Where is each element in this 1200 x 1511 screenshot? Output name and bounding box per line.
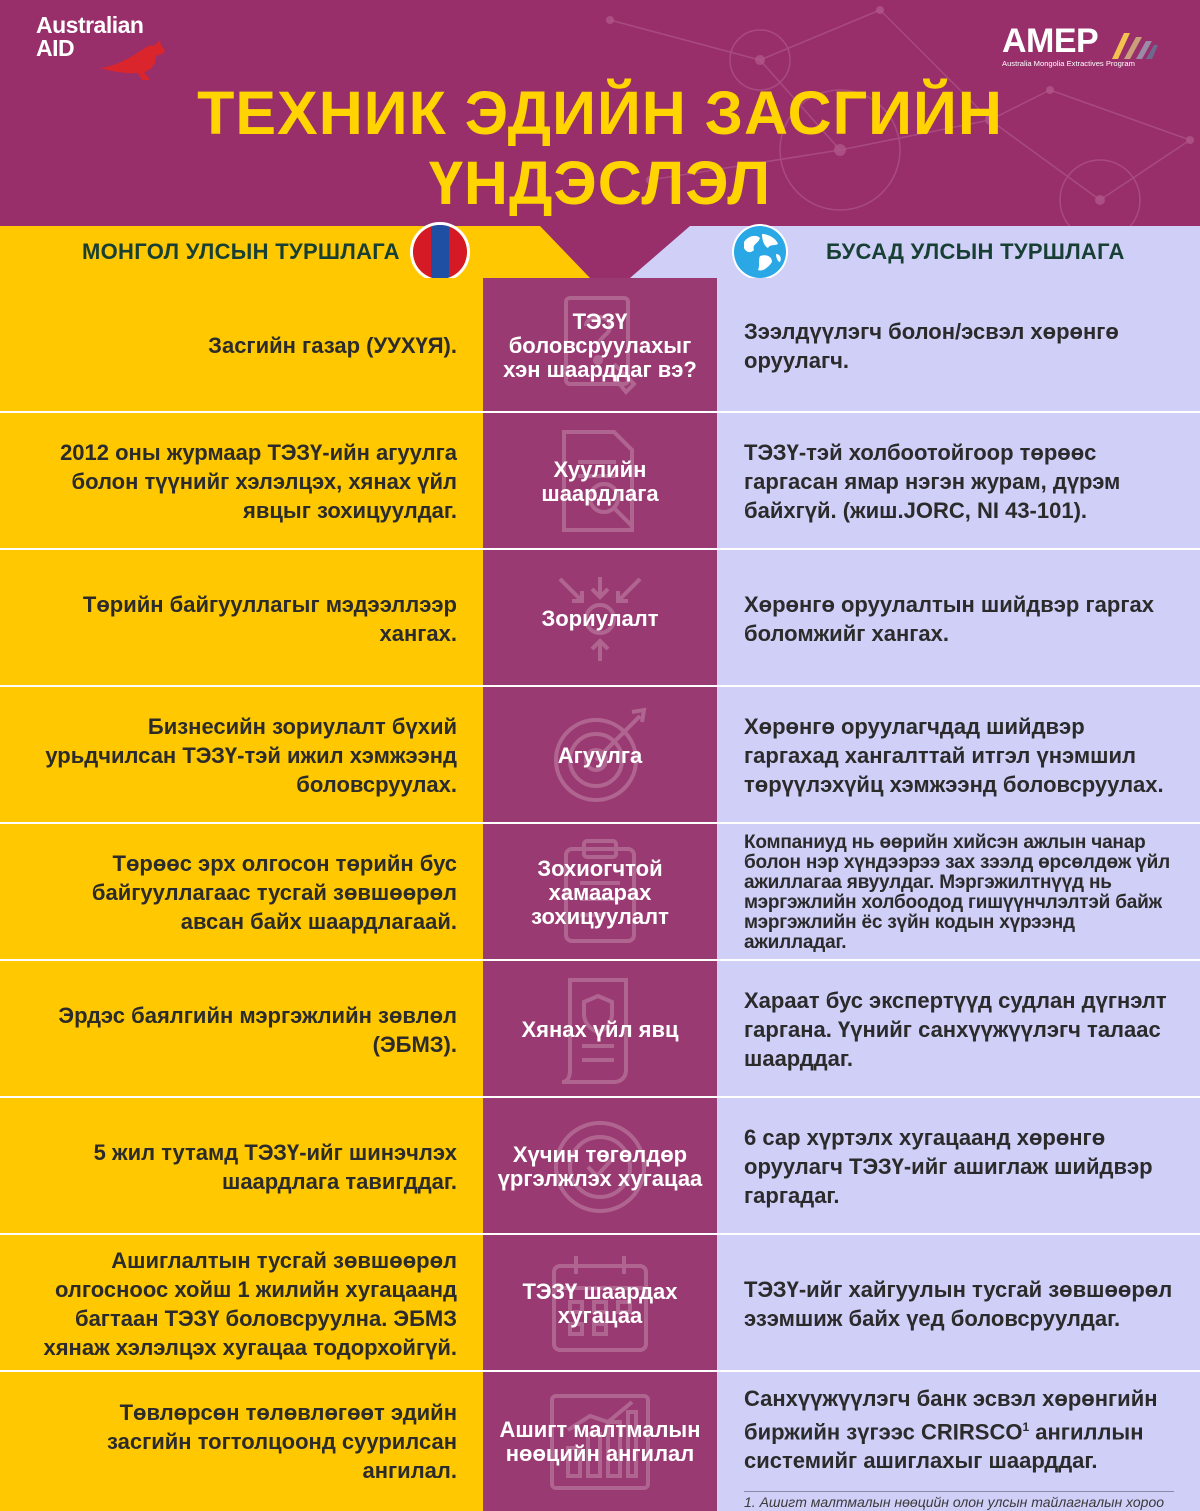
topic-label: ТЭЗҮ боловсруулахыг хэн шаарддаг вэ? <box>503 308 697 382</box>
topic-label: Агуулга <box>557 742 643 768</box>
australian-aid-logo <box>36 14 143 60</box>
page-title <box>0 78 1200 218</box>
amep-logo-subtitle: Australia Mongolia Extractives Program <box>1002 59 1135 68</box>
column-header-band <box>0 226 1200 278</box>
mongolia-text: 2012 оны журмаар ТЭЗҮ-ийн агуулга болон түүнийг хэлэлцэх, хянах үйл явцыг зохицуулдаг. <box>60 440 457 523</box>
mongolia-text: Төрийн байгууллагыг мэдээллээр хангах. <box>82 591 457 646</box>
mongolia-cell <box>0 278 483 413</box>
table-row <box>0 961 1200 1098</box>
kangaroo-icon <box>98 38 176 82</box>
mongolia-cell <box>0 1098 483 1235</box>
topic-label: ТЭЗҮ шаардах хугацаа <box>522 1278 678 1328</box>
other-countries-text: Компаниуд нь өөрийн хийсэн ажлын чанар болон нэр хүндээрээ зах зээлд өрсөлдөж үйл ажиллагаа явуулдаг. Мэргэжилтнүүд нь мэргэжлийн холбоодод гишүүнчлэлтэй байж мэргэжлийн ёс зүйн кодын хүрээнд ажилладаг. <box>744 831 1170 953</box>
mongolia-cell <box>0 413 483 550</box>
table-row <box>0 824 1200 961</box>
other-countries-cell <box>717 413 1200 550</box>
column-label-mongolia: МОНГОЛ УЛСЫН ТУРШЛАГА <box>82 239 400 264</box>
topic-label: Зориулалт <box>541 605 659 631</box>
topic-cell <box>483 278 717 413</box>
mongolia-text: Засгийн газар (УУХҮЯ). <box>208 333 457 358</box>
title-line-2: ҮНДЭСЛЭЛ <box>428 149 772 217</box>
globe-icon <box>732 224 788 280</box>
mongolia-cell <box>0 1235 483 1372</box>
topic-cell <box>483 1098 717 1235</box>
mongolia-text: Төрөөс эрх олгосон төрийн бус байгууллагаас тусгай зөвшөөрөл авсан байх шаардлагаай. <box>91 851 457 934</box>
table-row <box>0 1235 1200 1372</box>
mongolia-cell <box>0 550 483 687</box>
title-line-1: ТЕХНИК ЭДИЙН ЗАСГИЙН <box>197 79 1003 147</box>
topic-cell <box>483 687 717 824</box>
other-countries-text: Хараат бус экспертүүд судлан дүгнэлт гаргана. Үүнийг санхүүжүүлэгч талаас шаарддаг. <box>744 988 1167 1071</box>
column-label-other-countries: БУСАД УЛСЫН ТУРШЛАГА <box>826 239 1125 264</box>
mongolia-text: Төвлөрсөн төлөвлөгөөт эдийн засгийн тогтолцоонд суурилсан ангилал. <box>106 1400 457 1483</box>
mongolia-cell <box>0 1372 483 1511</box>
topic-cell <box>483 550 717 687</box>
footnote-marker: 1 <box>1022 1420 1030 1434</box>
aid-logo-line2: AID <box>36 35 75 61</box>
aid-logo-line1: Australian <box>36 12 144 38</box>
crirsco-text-end: ангиллын системийг ашиглахыг шаарддаг. <box>744 1419 1144 1474</box>
mongolia-text: Эрдэс баялгийн мэргэжлийн зөвлөл (ЭБМЗ). <box>58 1002 457 1057</box>
other-countries-cell <box>717 961 1200 1098</box>
table-row <box>0 550 1200 687</box>
topic-cell <box>483 961 717 1098</box>
header-banner <box>0 0 1200 226</box>
other-countries-text: ТЭЗҮ-ийг хайгуулын тусгай зөвшөөрөл эзэмшиж байх үед боловсруулдаг. <box>744 1276 1173 1331</box>
topic-label: Хуулийн шаардлага <box>541 456 659 506</box>
table-row <box>0 413 1200 550</box>
amep-logo <box>1002 22 1162 72</box>
other-countries-text: Хөрөнгө оруулагчдад шийдвэр гаргахад хангалттай итгэл үнэмшил төрүүлэхүйц хэмжээнд боловсруулах. <box>744 714 1164 797</box>
other-countries-cell <box>717 687 1200 824</box>
comparison-table <box>0 278 1200 1511</box>
other-countries-text: Хөрөнгө оруулалтын шийдвэр гаргах боломжийг хангах. <box>744 591 1154 646</box>
topic-cell <box>483 824 717 961</box>
other-countries-cell <box>717 1098 1200 1235</box>
table-row <box>0 1098 1200 1235</box>
mongolia-cell <box>0 687 483 824</box>
other-countries-text: Зээлдүүлэгч болон/эсвэл хөрөнгө оруулагч. <box>744 318 1119 373</box>
other-countries-cell <box>717 824 1200 961</box>
mongolia-cell <box>0 961 483 1098</box>
mongolia-text: Ашиглалтын тусгай зөвшөөрөл олгосноос хойш 1 жилийн хугацаанд багтаан ТЭЗҮ боловсруулна. ЭБМЗ хянаж хэлэлцэх хугацаа тодорхойгүй. <box>43 1247 457 1360</box>
other-countries-text: ТЭЗҮ-тэй холбоотойгоор төрөөс гаргасан ямар нэгэн журам, дүрэм байхгүй. (жиш.JORC, NI 43-101). <box>744 440 1121 523</box>
other-countries-cell <box>717 550 1200 687</box>
footnote: 1. Ашигт малтмалын нөөцийн олон улсын тайлагналын хороо <box>744 1491 1174 1511</box>
table-row <box>0 278 1200 413</box>
mountain-bars-icon <box>1110 29 1158 59</box>
table-row <box>0 687 1200 824</box>
mongolia-flag-icon <box>410 222 470 282</box>
other-countries-text <box>744 1384 1180 1475</box>
topic-cell <box>483 1372 717 1511</box>
mongolia-text: Бизнесийн зориулалт бүхий урьдчилсан ТЭЗҮ-тэй ижил хэмжээнд боловсруулах. <box>45 714 457 797</box>
topic-cell <box>483 1235 717 1372</box>
crirsco-text: Санхүүжүүлэгч банк эсвэл хөрөнгийн биржийн зүгээс CRIRSCO <box>744 1386 1158 1445</box>
mongolia-text: 5 жил тутамд ТЭЗҮ-ийг шинэчлэх шаардлага тавигддаг. <box>93 1139 457 1194</box>
other-countries-cell <box>717 1235 1200 1372</box>
other-countries-text: 6 сар хүртэлх хугацаанд хөрөнгө оруулагч ТЭЗҮ-ийг ашиглаж шийдвэр гаргадаг. <box>744 1125 1153 1208</box>
amep-logo-text: AMEP <box>1002 22 1099 60</box>
topic-label: Зохиогчтой хамаарах зохицуулалт <box>531 855 669 929</box>
topic-cell <box>483 413 717 550</box>
mongolia-cell <box>0 824 483 961</box>
flag-stripe-middle <box>431 225 449 279</box>
topic-label: Хүчин төгөлдөр үргэлжлэх хугацаа <box>497 1141 703 1191</box>
topic-label: Ашигт малтмалын нөөцийн ангилал <box>499 1416 701 1466</box>
other-countries-cell <box>717 278 1200 413</box>
topic-label: Хянах үйл явц <box>521 1016 679 1042</box>
